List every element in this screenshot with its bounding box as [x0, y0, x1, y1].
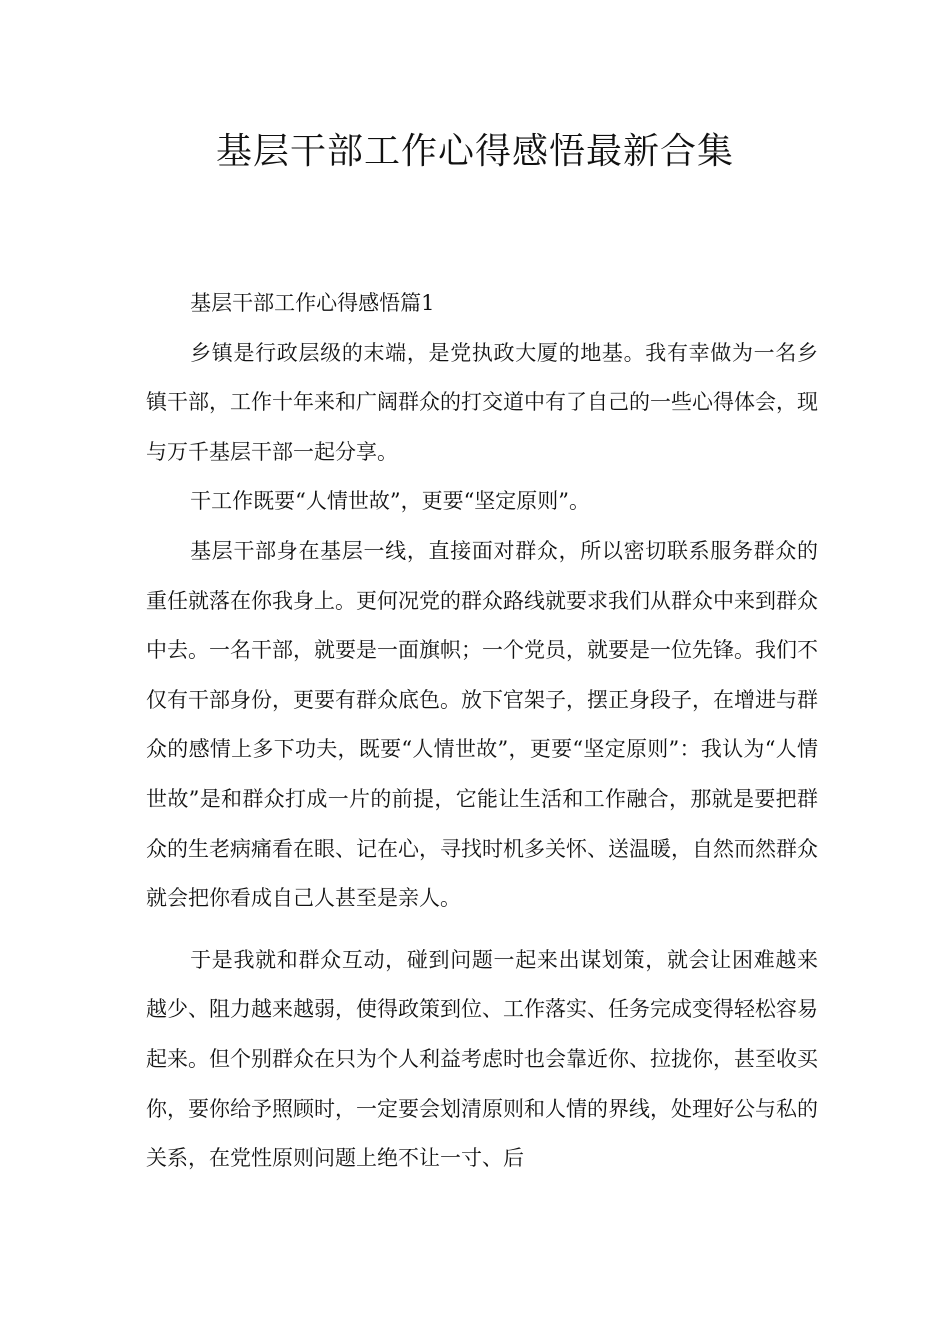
paragraph-gap — [146, 924, 818, 936]
paragraph-4: 于是我就和群众互动，碰到问题一起来出谋划策，就会让困难越来越少、阻力越来越弱，使得政策到位、工作落实、任务完成变得轻松容易起来。但个别群众在只为个人利益考虑时也会靠近你、拉拢你，甚至收买你，要你给予照顾时，一定要会划清原则和人情的界线，处理好公与私的关系，在党性原则问题上绝不让一寸、后 — [146, 947, 818, 1171]
document-body — [146, 279, 818, 1184]
paragraph-1: 乡镇是行政层级的末端，是党执政大厦的地基。我有幸做为一名乡镇干部，工作十年来和广阔群众的打交道中有了自己的一些心得体会，现与万千基层干部一起分享。 — [146, 340, 818, 464]
section-heading: 基层干部工作心得感悟篇1 — [190, 291, 435, 315]
paragraph-2: 干工作既要“人情世故”，更要“坚定原则”。 — [190, 489, 591, 514]
paragraph-3: 基层干部身在基层一线，直接面对群众，所以密切联系服务群众的重任就落在你我身上。更何况党的群众路线就要求我们从群众中来到群众中去。一名干部，就要是一面旗帜；一个党员，就要是一位先锋。我们不仅有干部身份，更要有群众底色。放下官架子，摆正身段子，在增进与群众的感情上多下功夫，既要“人情世故”，更要“坚定原则”：我认为“人情世故”是和群众打成一片的前提，它能让生活和工作融合，那就是要把群众的生老病痛看在眼、记在心，寻找时机多关怀、送温暖，自然而然群众就会把你看成自己人甚至是亲人。 — [146, 538, 818, 911]
document-title: 基层干部工作心得感悟最新合集 — [215, 131, 734, 172]
